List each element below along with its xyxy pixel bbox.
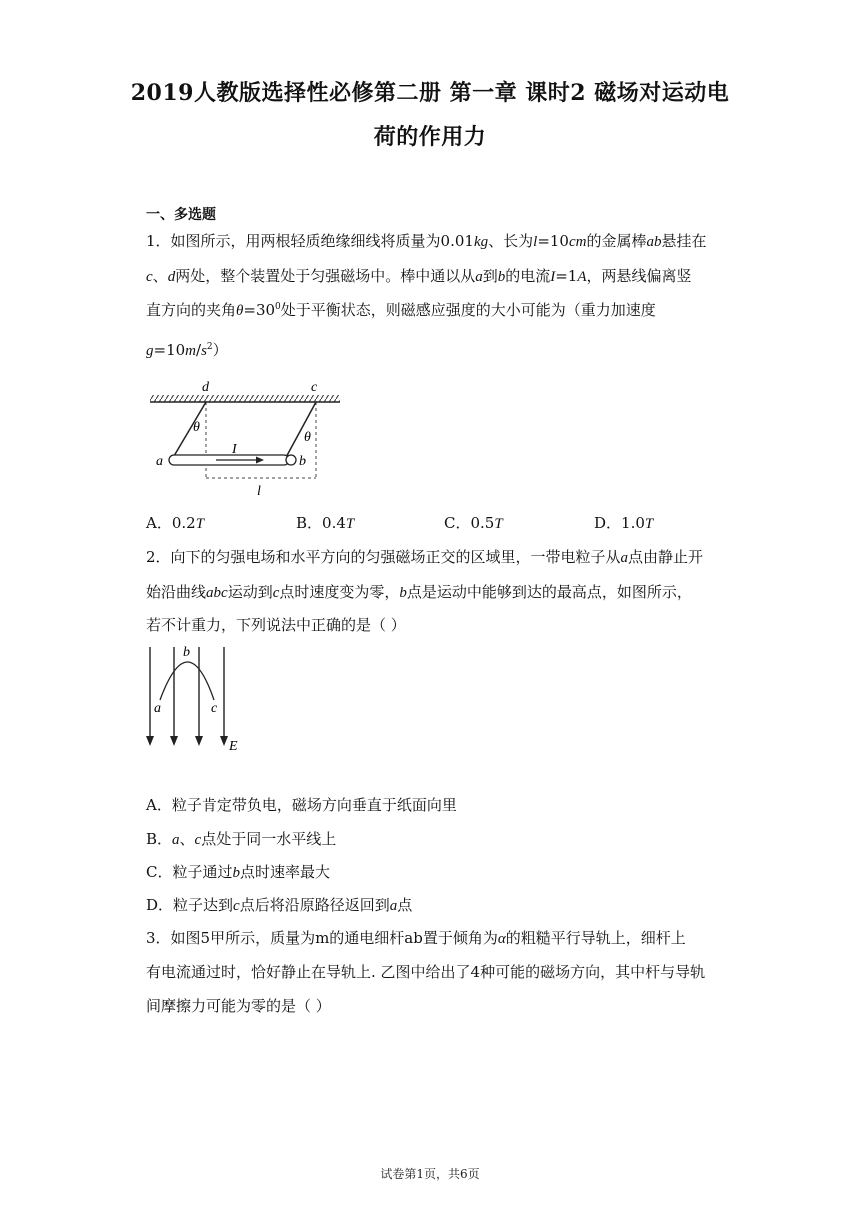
q1-figure bbox=[146, 375, 346, 500]
q2-figure bbox=[140, 642, 250, 757]
particle-trajectory bbox=[160, 662, 214, 700]
label-b: b bbox=[299, 454, 306, 469]
q2-option-a[interactable]: A．粒子肯定带负电，磁场方向垂直于纸面向里 bbox=[146, 796, 457, 814]
label-E: E bbox=[229, 739, 238, 754]
page-title-line2: 荷的作用力 bbox=[373, 124, 487, 150]
q2-option-b[interactable]: B．a、c点处于同一水平线上 bbox=[146, 830, 337, 848]
q1-text-line1: 1．如图所示，用两根轻质绝缘细线将质量为0.01kg、长为l=10cm的金属棒ab悬挂在 bbox=[146, 232, 707, 250]
q1-option-c[interactable]: C．0.5T bbox=[444, 514, 503, 532]
q2-option-c[interactable]: C．粒子通过b点时速率最大 bbox=[146, 863, 330, 881]
q1-text-line2: c、d两处，整个装置处于匀强磁场中。棒中通以从a到b的电流I=1A，两悬线偏离竖 bbox=[146, 267, 692, 285]
q2-text-line2: 始沿曲线abc运动到c点时速度变为零，b点是运动中能够到达的最高点，如图所示， bbox=[146, 583, 692, 601]
label-c: c bbox=[311, 380, 318, 395]
label-I: I bbox=[232, 442, 237, 457]
q1-option-d[interactable]: D．1.0T bbox=[594, 514, 654, 532]
label-theta-left: θ bbox=[193, 420, 200, 435]
q2-text-line3: 若不计重力，下列说法中正确的是（ ） bbox=[146, 616, 406, 634]
ceiling-hatch bbox=[150, 395, 340, 402]
thread-right bbox=[284, 402, 316, 461]
thread-left bbox=[171, 402, 206, 461]
label-theta-right: θ bbox=[304, 430, 311, 445]
q1-text-line3: 直方向的夹角$\theta=30^0$处于平衡状态，则磁感应强度的大小可能为（重力加速度 bbox=[146, 301, 656, 319]
label-l: l bbox=[257, 484, 261, 499]
page-title-line1: 2019人教版选择性必修第二册 第一章 课时2 磁场对运动电 bbox=[130, 80, 730, 106]
page-footer: 试卷第1页，共6页 bbox=[380, 1167, 480, 1181]
q3-text-line1: 3．如图5甲所示，质量为m的通电细杆ab置于倾角为α的粗糙平行导轨上，细杆上 bbox=[146, 929, 686, 947]
section-heading: 一、多选题 bbox=[146, 207, 216, 223]
q1-option-b[interactable]: B．0.4T bbox=[296, 514, 355, 532]
label-b: b bbox=[183, 645, 190, 660]
label-d: d bbox=[202, 380, 209, 395]
label-c: c bbox=[211, 701, 218, 716]
q1-text-line4: $g=10m/s^2$） bbox=[146, 341, 228, 359]
q3-text-line2: 有电流通过时，恰好静止在导轨上. 乙图中给出了4种可能的磁场方向，其中杆与导轨 bbox=[146, 963, 706, 981]
q3-text-line3: 间摩擦力可能为零的是（ ） bbox=[146, 997, 331, 1015]
label-a: a bbox=[156, 454, 163, 469]
q2-text-line1: 2．向下的匀强电场和水平方向的匀强磁场正交的区域里，一带电粒子从a点由静止开 bbox=[146, 548, 704, 566]
label-a: a bbox=[154, 701, 161, 716]
q2-option-d[interactable]: D．粒子达到c点后将沿原路径返回到a点 bbox=[146, 896, 413, 914]
q1-option-a[interactable]: A．0.2T bbox=[146, 514, 205, 532]
